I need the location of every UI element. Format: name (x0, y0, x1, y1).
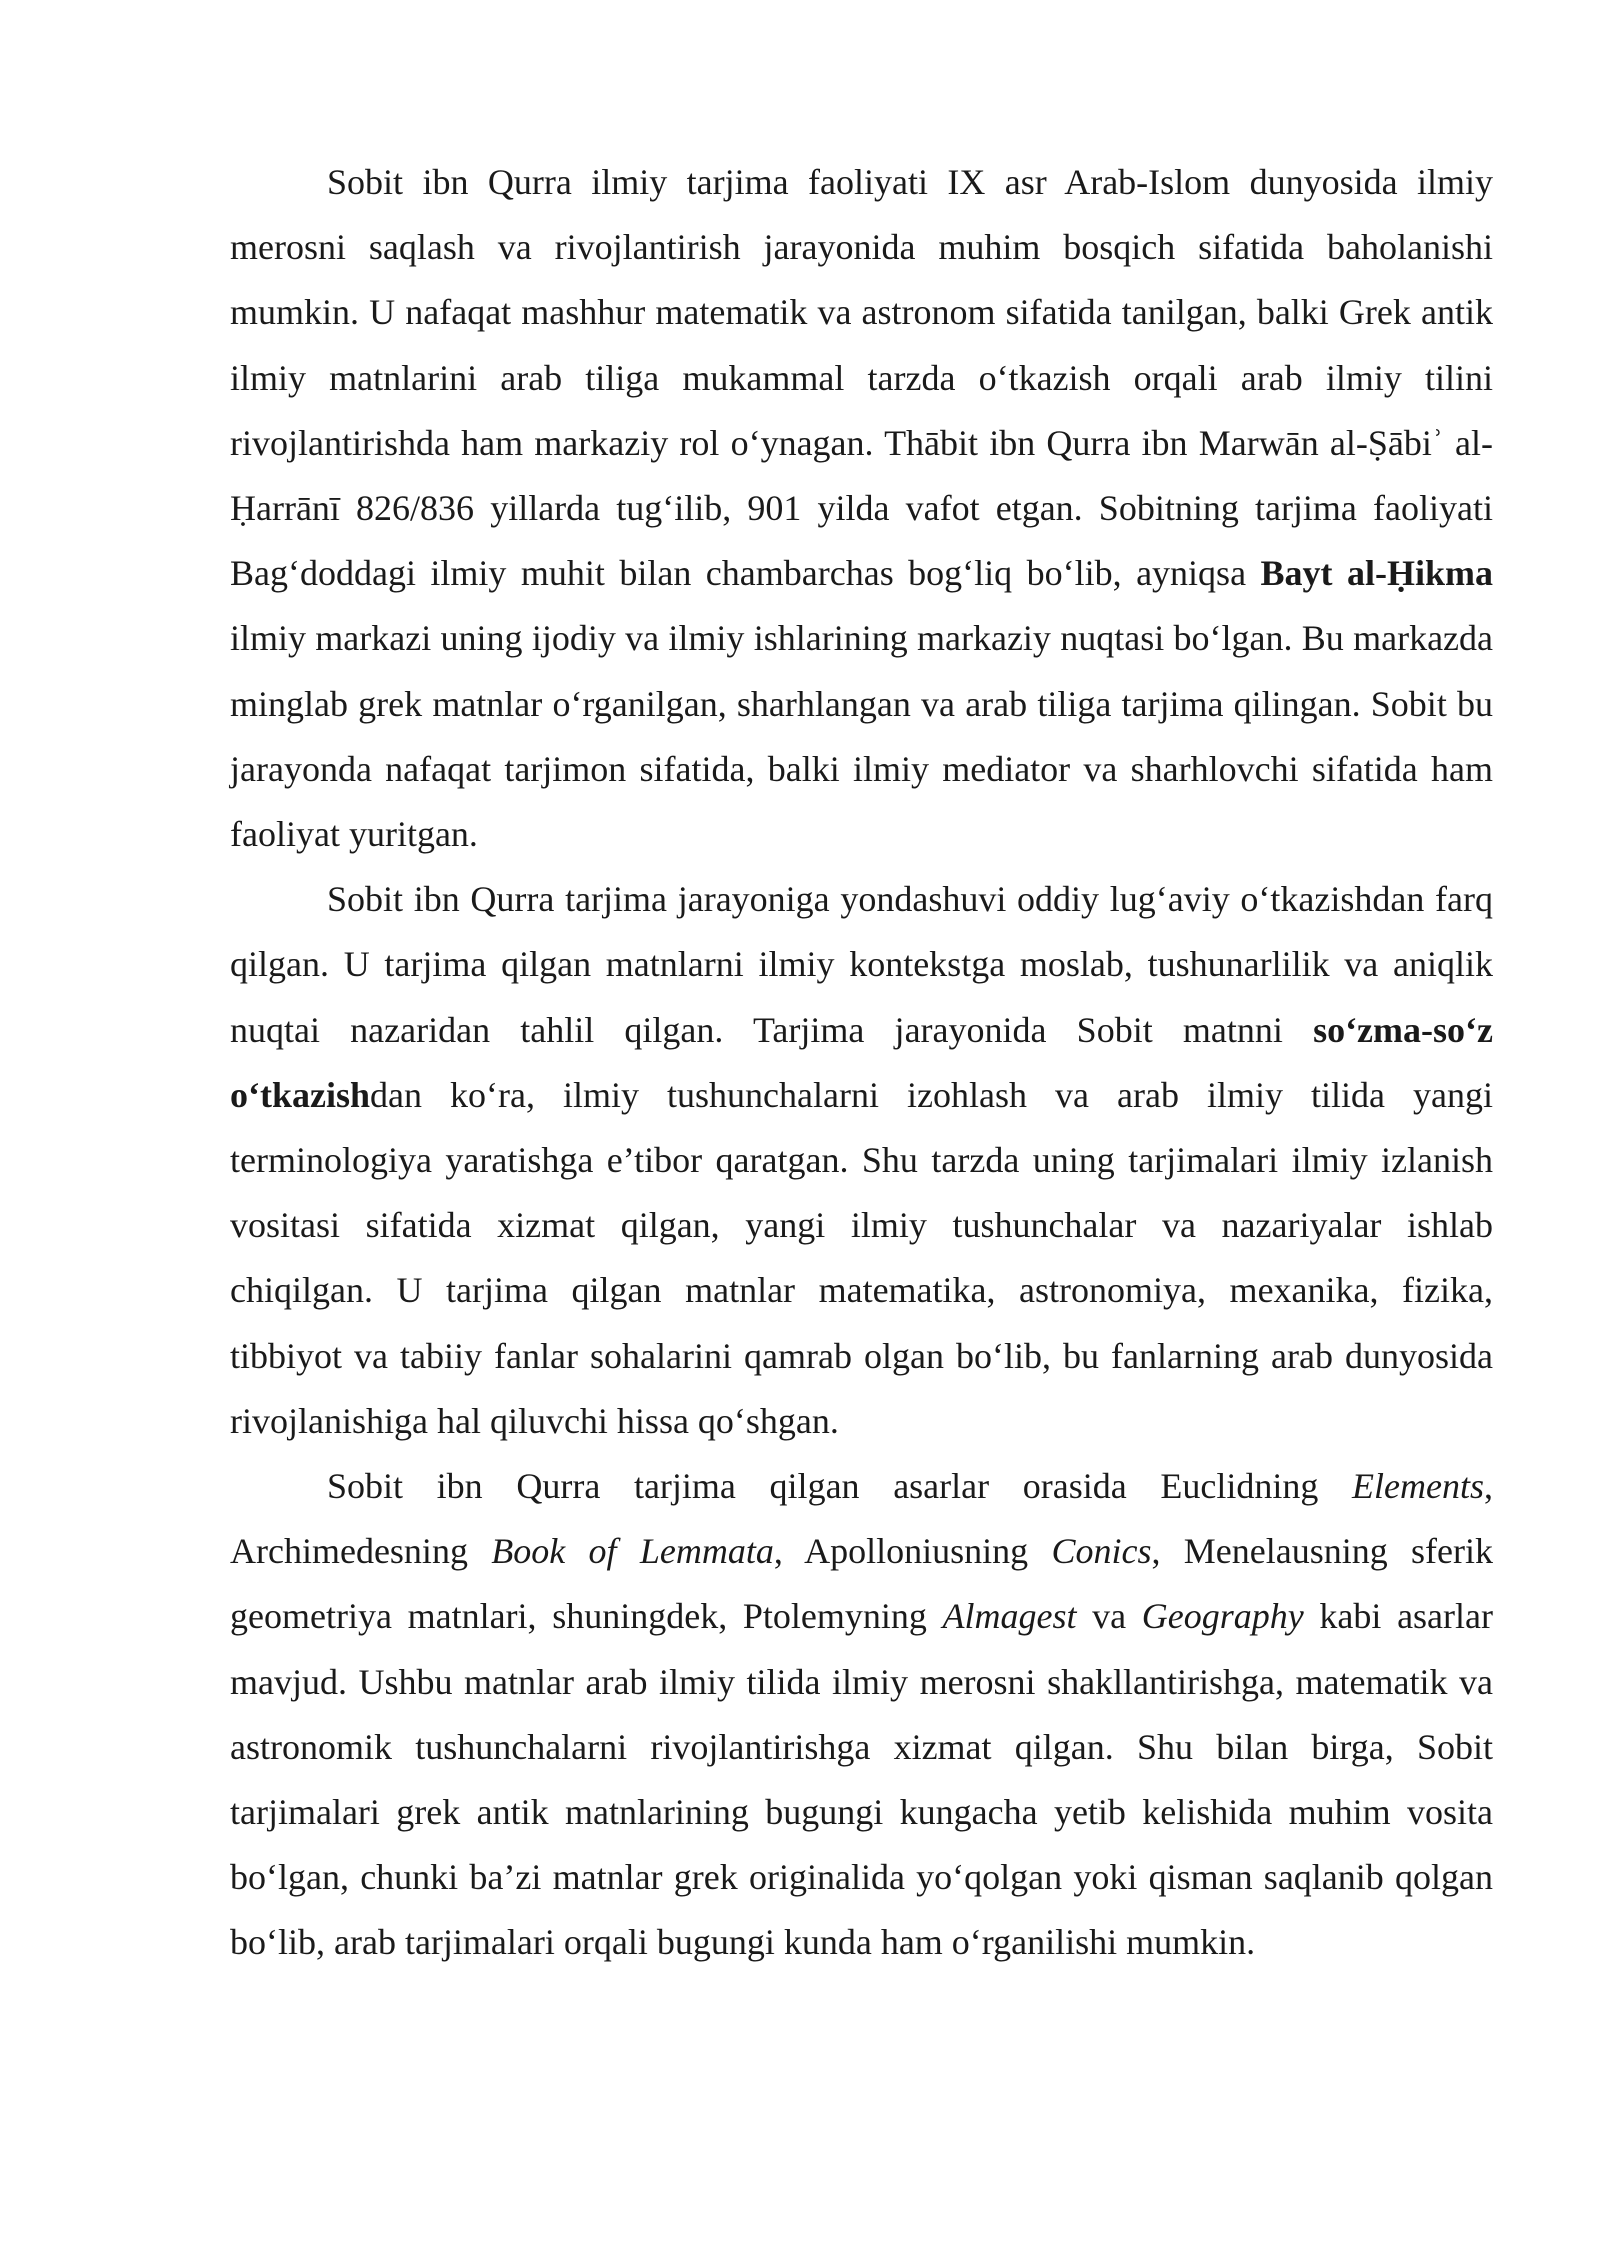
paragraph-3 (230, 1454, 1493, 1976)
almagest-title: Almagest (942, 1596, 1077, 1637)
elements-title: Elements (1352, 1466, 1484, 1507)
paragraph-2-text-b: dan ko‘ra, ilmiy tushunchalarni izohlash va arab ilmiy tilida yangi terminologiya yaratishga e’tibor qaratgan. Shu tarzda uning tarjimalari ilmiy izlanish vositasi sifatida xizmat qilgan, yangi ilmiy tushunchalar va nazariyalar ishlab chiqilgan. U tarjima qilgan matnlar matematika, astronomiya, mexanika, fizika, tibbiyot va tabiiy fanlar sohalarini qamrab olgan bo‘lib, bu fanlarning arab dunyosida rivojlanishiga hal qiluvchi hissa qo‘shgan. (230, 1074, 1493, 1441)
paragraph-2-text-a: Sobit ibn Qurra tarjima jarayoniga yondashuvi oddiy lug‘aviy o‘tkazishdan farq qilgan. U tarjima qilgan matnlarni ilmiy kontekstga moslab, tushunarlilik va aniqlik nuqtai nazaridan tahlil qilgan. Tarjima jarayonida Sobit matnni (230, 879, 1493, 1050)
document-page (230, 150, 1493, 1976)
paragraph-3-text-b: , Archimedesning (230, 1466, 1493, 1572)
paragraph-3-text-c: , Apolloniusning (773, 1531, 1052, 1572)
paragraph-3-text-d: , Menelausning sferik geometriya matnlari, shuningdek, Ptolemyning (230, 1531, 1494, 1637)
conics-title: Conics (1051, 1531, 1152, 1572)
sozma-soz-term: so‘zma-so‘z o‘tkazish (230, 1009, 1493, 1115)
paragraph-3-text-e: va (1076, 1596, 1142, 1637)
paragraph-3-text-a: Sobit ibn Qurra tarjima qilgan asarlar orasida Euclidning (327, 1466, 1353, 1507)
paragraph-2 (230, 867, 1493, 1454)
geography-title: Geography (1141, 1596, 1304, 1637)
paragraph-1-text-a: Sobit ibn Qurra ilmiy tarjima faoliyati IX asr Arab-Islom dunyosida ilmiy merosni saqlash va rivojlantirish jarayonida muhim bosqich sifatida baholanishi mumkin. U nafaqat mashhur matematik va astronom sifatida tanilgan, balki Grek antik ilmiy matnlarini arab tiliga mukammal tarzda o‘tkazish orqali arab ilmiy tilini rivojlantirishda ham markaziy rol o‘ynagan. Thābit ibn Qurra ibn Marwān al-Ṣābiʾ al-Ḥarrānī 826/836 yillarda tug‘ilib, 901 yilda vafot etgan. Sobitning tarjima faoliyati Bag‘doddagi ilmiy muhit bilan chambarchas bog‘liq bo‘lib, ayniqsa (230, 162, 1493, 594)
paragraph-3-text-f: kabi asarlar mavjud. Ushbu matnlar arab ilmiy tilida ilmiy merosni shakllantirishga, matematik va astronomik tushunchalarni rivojlantirishga xizmat qilgan. Shu bilan birga, Sobit tarjimalari grek antik matnlarining bugungi kungacha yetib kelishida muhim vosita bo‘lgan, chunki ba’zi matnlar grek originalida yo‘qolgan yoki qisman saqlanib qolgan bo‘lib, arab tarjimalari orqali bugungi kunda ham o‘rganilishi mumkin. (230, 1596, 1493, 1963)
book-of-lemmata-title: Book of Lemmata (491, 1531, 774, 1572)
bayt-al-hikma-term: Bayt al-Ḥikma (1260, 553, 1493, 594)
paragraph-1-text-b: ilmiy markazi uning ijodiy va ilmiy ishlarining markaziy nuqtasi bo‘lgan. Bu markazda minglab grek matnlar o‘rganilgan, sharhlangan va arab tiliga tarjima qilingan. Sobit bu jarayonda nafaqat tarjimon sifatida, balki ilmiy mediator va sharhlovchi sifatida ham faoliyat yuritgan. (230, 618, 1493, 855)
paragraph-1 (230, 150, 1493, 867)
